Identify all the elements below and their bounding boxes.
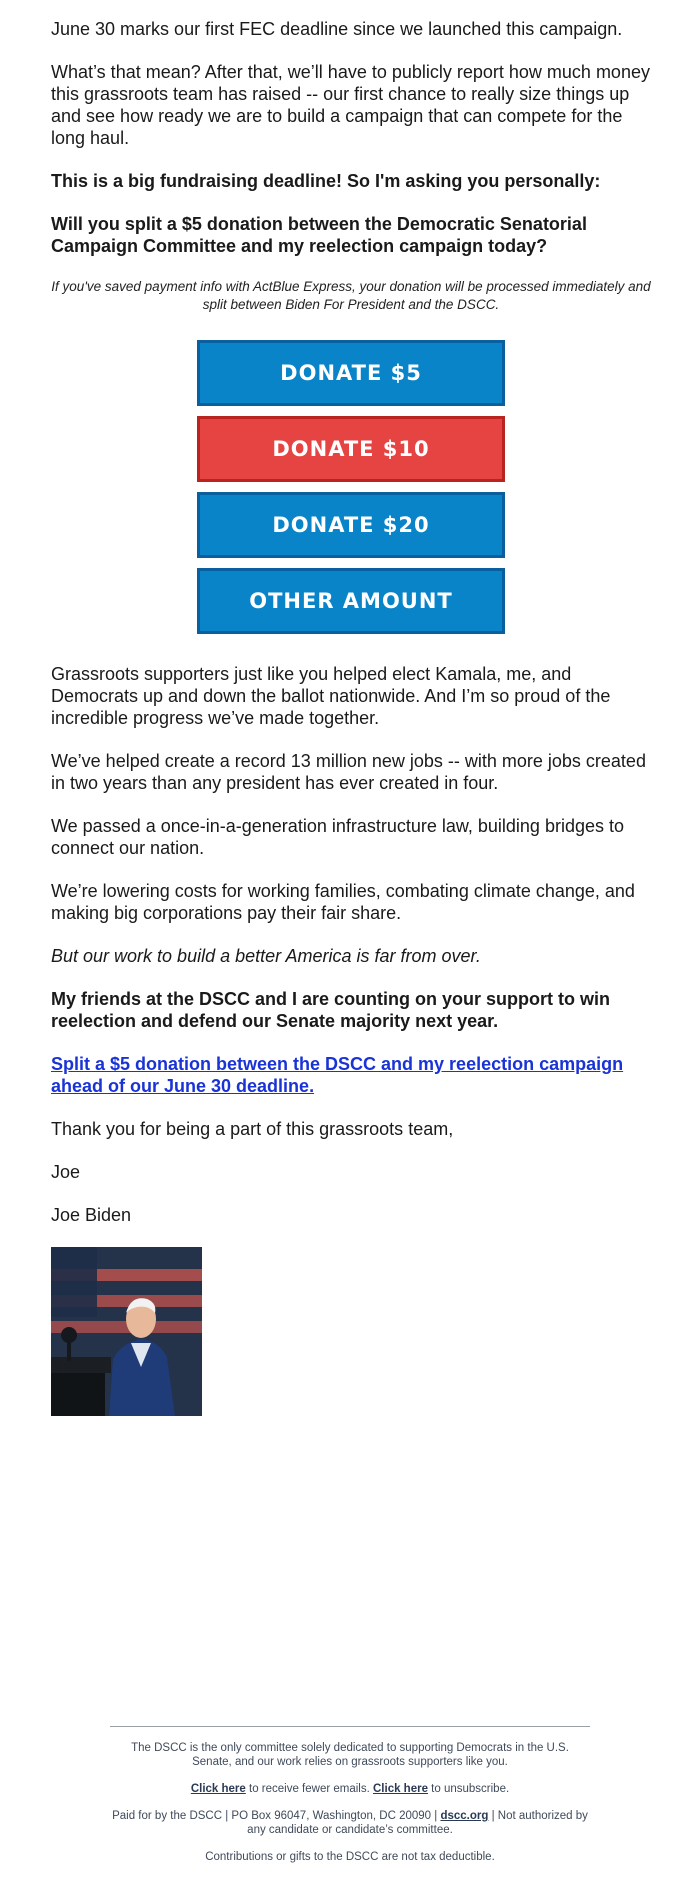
donation-ask: Will you split a $5 donation between the Democratic Senatorial Campaign Committee and my reelection campaign today? bbox=[51, 214, 587, 256]
paid-for-disclaimer bbox=[110, 1809, 590, 1837]
actblue-note: If you've saved payment info with ActBlue Express, your donation will be processed immediately and split between Biden For President and the DSCC. bbox=[51, 279, 651, 312]
deadline-explanation: What’s that mean? After that, we’ll have to publicly report how much money this grassroots team has raised -- our first chance to really size things up and see how ready we are to build a campaign that can compete for the long haul. bbox=[51, 62, 650, 148]
signoff: Joe bbox=[51, 1162, 81, 1182]
cta-paragraph bbox=[51, 1053, 651, 1097]
split-donation-link[interactable]: Split a $5 donation between the DSCC and my reelection campaign ahead of our June 30 deadline. bbox=[51, 1054, 624, 1096]
dscc-site-link[interactable]: dscc.org bbox=[440, 1810, 489, 1822]
costs-paragraph: We’re lowering costs for working families, combating climate change, and making big corporations pay their fair share. bbox=[51, 881, 635, 923]
unsubscribe-text: to unsubscribe. bbox=[427, 1783, 510, 1795]
email-body bbox=[51, 18, 651, 1416]
other-amount-button[interactable]: OTHER AMOUNT bbox=[197, 568, 505, 634]
supporters-paragraph: Grassroots supporters just like you helped elect Kamala, me, and Democrats up and down the ballot nationwide. And I’m so proud of the incredible progress we’ve made together. bbox=[51, 664, 611, 728]
donate-5-button[interactable]: DONATE $5 bbox=[197, 340, 505, 406]
closing-line: Thank you for being a part of this grassroots team, bbox=[51, 1119, 454, 1139]
infrastructure-paragraph: We passed a once-in-a-generation infrastructure law, building bridges to connect our nation. bbox=[51, 816, 624, 858]
email-preferences bbox=[110, 1782, 590, 1796]
email-footer bbox=[110, 1726, 590, 1877]
unsubscribe-link[interactable]: Click here bbox=[373, 1783, 428, 1795]
paid-for-text: Paid for by the DSCC | PO Box 96047, Washington, DC 20090 | bbox=[112, 1810, 441, 1822]
joe-biden-photo bbox=[51, 1247, 202, 1416]
dscc-about: The DSCC is the only committee solely dedicated to supporting Democrats in the U.S. Senate, and our work relies on grassroots supporters like you. bbox=[131, 1742, 569, 1768]
donate-button-group bbox=[197, 340, 505, 634]
fewer-emails-link[interactable]: Click here bbox=[190, 1783, 246, 1795]
not-authorized-text: | Not authorized by any candidate or candidate’s committee. bbox=[247, 1810, 588, 1836]
portrait-illustration bbox=[51, 1247, 202, 1416]
jobs-paragraph: We’ve helped create a record 13 million new jobs -- with more jobs created in two years than any president has ever created in four. bbox=[51, 751, 646, 793]
donate-10-button[interactable]: DONATE $10 bbox=[197, 416, 505, 482]
fewer-emails-text: to receive fewer emails. bbox=[245, 1783, 373, 1795]
donate-20-button[interactable]: DONATE $20 bbox=[197, 492, 505, 558]
signature: Joe Biden bbox=[51, 1205, 132, 1225]
tax-disclaimer: Contributions or gifts to the DSCC are not tax deductible. bbox=[205, 1851, 495, 1863]
personal-ask-heading: This is a big fundraising deadline! So I'm asking you personally: bbox=[51, 171, 601, 191]
dscc-support-paragraph: My friends at the DSCC and I are counting on your support to win reelection and defend our Senate majority next year. bbox=[51, 989, 611, 1031]
intro-paragraph: June 30 marks our first FEC deadline since we launched this campaign. bbox=[51, 19, 623, 39]
work-not-over-paragraph: But our work to build a better America is far from over. bbox=[51, 946, 481, 966]
